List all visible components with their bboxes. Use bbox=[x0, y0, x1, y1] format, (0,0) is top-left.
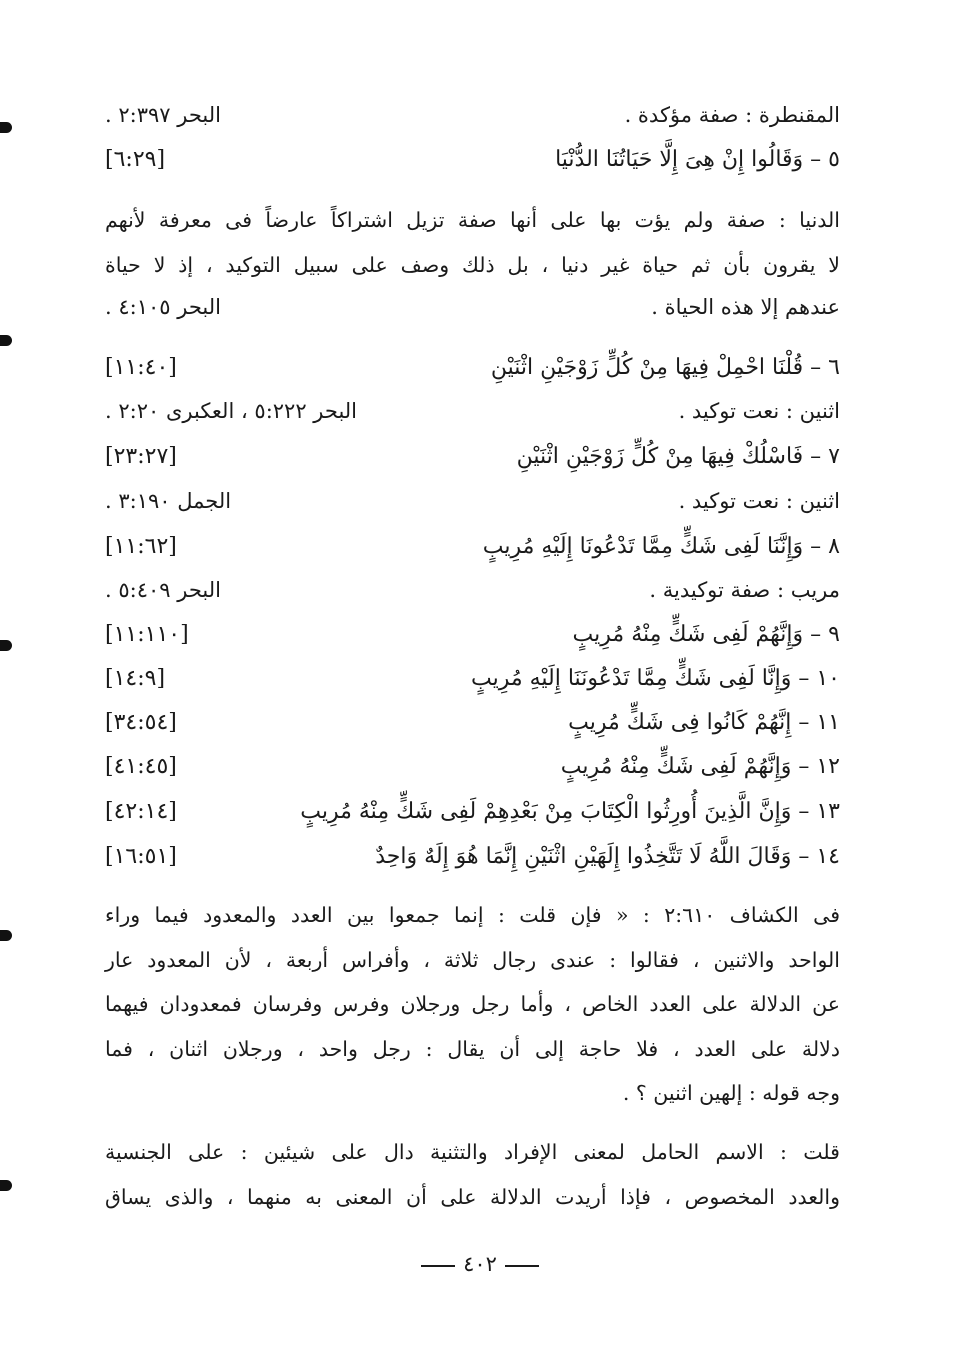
verse-reference: [١٤:٩] bbox=[105, 666, 166, 691]
verse-line bbox=[105, 620, 840, 650]
commentary-text: اثنين : نعت توكيد . bbox=[678, 399, 840, 423]
paragraph-line: وجه قوله : إلهين اثنين ؟ . bbox=[622, 1081, 840, 1105]
verse-line bbox=[105, 145, 840, 175]
verse-text: ٨ – وَإِنَّنَا لَفِى شَكٍّ مِمَّا تَدْعُونَا إِلَيْهِ مُرِيبٍ bbox=[482, 534, 840, 559]
paragraph-line: والعدد المخصوص ، فإذا أريدت الدلالة على أن المعنى به منهما ، والذى يساق bbox=[105, 1184, 840, 1209]
verse-text: ٥ – وَقَالُوا إِنْ هِىَ إِلَّا حَيَاتُنَا الدُّنْيَا bbox=[555, 147, 840, 172]
commentary-line bbox=[105, 396, 840, 426]
page-number-text: ٤٠٢ bbox=[463, 1252, 497, 1276]
verse-reference: [١٦:٥١] bbox=[105, 844, 177, 869]
source-citation: البحر ٢:٣٩٧ . bbox=[105, 103, 221, 127]
verse-text: ٦ – قُلْنَا احْمِلْ فِيهَا مِنْ كُلٍّ زَوْجَيْنِ اثْنَيْنِ bbox=[490, 355, 840, 380]
verse-reference: [٣٤:٥٤] bbox=[105, 710, 177, 735]
verse-line bbox=[105, 442, 840, 472]
verse-reference: [١١:٤٠] bbox=[105, 355, 177, 380]
paragraph-line: لا يقرون بأن ثم حياة غير دنيا ، بل ذلك وصف على سبيل التوكيد ، إذ لا حياة bbox=[105, 252, 840, 277]
verse-reference: [٤٢:١٤] bbox=[105, 799, 177, 824]
commentary-text: اثنين : نعت توكيد . bbox=[678, 489, 840, 513]
verse-line bbox=[105, 532, 840, 562]
verse-reference: [١١:١١٠] bbox=[105, 622, 189, 647]
verse-line bbox=[105, 353, 840, 383]
verse-reference: [٢٣:٢٧] bbox=[105, 444, 177, 469]
verse-text: ١٣ – وَإِنَّ الَّذِينَ أُورِثُوا الْكِتَابَ مِنْ بَعْدِهِمْ لَفِى شَكٍّ مِنْهُ مُرِيبٍ bbox=[300, 799, 840, 824]
commentary-line bbox=[105, 100, 840, 130]
verse-line bbox=[105, 664, 840, 694]
verse-line bbox=[105, 797, 840, 827]
source-citation: البحر ٥:٢٢٢ ، العكبرى ٢:٢٠ . bbox=[105, 399, 358, 423]
verse-line bbox=[105, 752, 840, 782]
binding-mark bbox=[0, 640, 12, 651]
source-citation: البحر ٥:٤٠٩ . bbox=[105, 578, 221, 602]
verse-line bbox=[105, 842, 840, 872]
verse-reference: [٦:٢٩] bbox=[105, 147, 166, 172]
verse-text: ١١ – إِنَّهُمْ كَانُوا فِى شَكٍّ مُرِيبٍ bbox=[568, 710, 840, 735]
commentary-line bbox=[105, 486, 840, 516]
commentary-text: المقنطرة : صفة مؤكدة . bbox=[624, 103, 840, 127]
page-number bbox=[0, 1252, 960, 1276]
verse-text: ١٢ – وَإِنَّهُمْ لَفِى شَكٍّ مِنْهُ مُرِيبٍ bbox=[560, 754, 840, 779]
paragraph-line: الواحد والاثنين ، فقالوا : عندى رجال ثلاثة ، وأفراس أربعة ، لأن المعدود عار bbox=[105, 947, 840, 972]
answer-paragraph bbox=[105, 1130, 840, 1219]
binding-mark bbox=[0, 335, 12, 346]
binding-mark bbox=[0, 1180, 12, 1191]
commentary-line bbox=[105, 575, 840, 605]
verse-text: ٧ – فَاسْلُكْ فِيهَا مِنْ كُلٍّ زَوْجَيْنِ اثْنَيْنِ bbox=[516, 444, 840, 469]
page-number-dash bbox=[505, 1265, 539, 1267]
paragraph-line: قلت : الاسم الحامل لمعنى الإفراد والتثنية دال على شيئين : على الجنسية bbox=[105, 1140, 840, 1164]
verse-reference: [١١:٦٢] bbox=[105, 534, 177, 559]
source-citation: الجمل ٣:١٩٠ . bbox=[105, 489, 232, 513]
verse-reference: [٤١:٤٥] bbox=[105, 754, 177, 779]
paragraph-line: دلالة على العدد ، فلا حاجة إلى أن يقال : رجل واحد ، ورجلان اثنان ، فما bbox=[105, 1036, 840, 1061]
verse-line bbox=[105, 708, 840, 738]
source-citation: البحر ٤:١٠٥ . bbox=[105, 295, 221, 319]
commentary-text: عندهم إلا هذه الحياة . bbox=[651, 295, 840, 319]
paragraph-line: الدنيا : صفة ولم يؤت بها على أنها صفة تزيل اشتراكاً عارضاً فى معرفة لأنهم bbox=[105, 208, 840, 232]
verse-text: ١٤ – وَقَالَ اللَّهُ لَا تَتَّخِذُوا إِلَهَيْنِ اثْنَيْنِ إِنَّمَا هُوَ إِلَهٌ وَاحِدٌ bbox=[375, 844, 840, 869]
commentary-text: مريب : صفة توكيدية . bbox=[649, 578, 840, 602]
paragraph-line: عن الدلالة على العدد الخاص ، وأما رجل ورجلان وفرس وفرسان فمعدودان فيهما bbox=[105, 992, 840, 1016]
verse-text: ٩ – وَإِنَّهُمْ لَفِى شَكٍّ مِنْهُ مُرِيبٍ bbox=[572, 622, 840, 647]
binding-mark bbox=[0, 122, 12, 133]
binding-mark bbox=[0, 930, 12, 941]
commentary-paragraph bbox=[105, 198, 840, 287]
kashshaf-quote-paragraph bbox=[105, 893, 840, 1116]
paragraph-line: فى الكشاف ٢:٦١٠ : « فإن قلت : إنما جمعوا بين العدد والمعدود فيما وراء bbox=[105, 903, 840, 927]
verse-text: ١٠ – وَإِنَّا لَفِى شَكٍّ مِمَّا تَدْعُونَنَا إِلَيْهِ مُرِيبٍ bbox=[470, 666, 840, 691]
page-number-dash bbox=[421, 1265, 455, 1267]
commentary-line bbox=[105, 292, 840, 322]
